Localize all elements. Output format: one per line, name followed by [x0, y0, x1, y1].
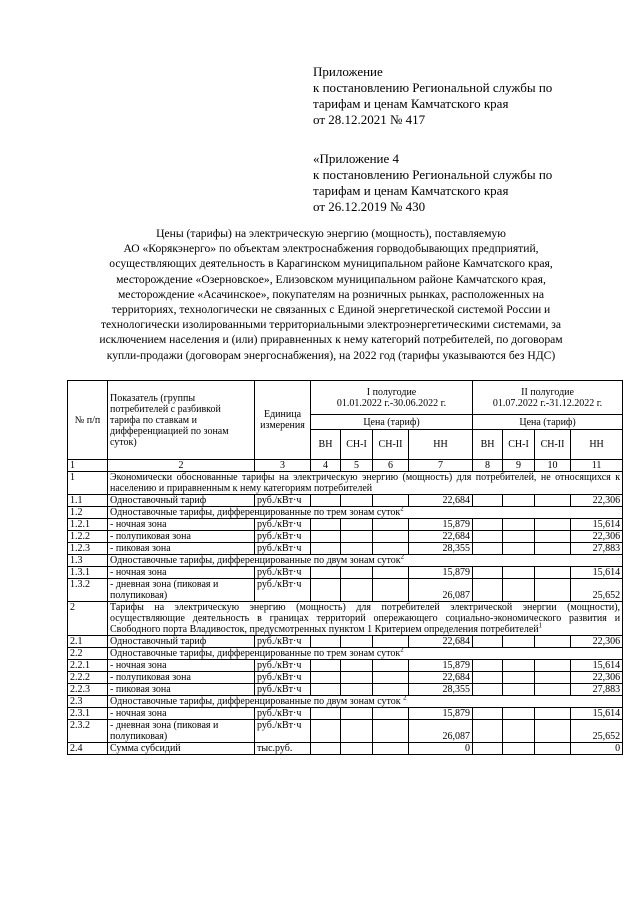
row-label: - дневная зона (пиковая и полупиковая) — [108, 579, 255, 602]
price-sn1 — [341, 684, 373, 696]
price-nn-h1: 26,087 — [409, 579, 473, 602]
appendix-line: от 28.12.2021 № 417 — [313, 112, 426, 127]
table-row — [68, 684, 623, 696]
price-nn-h2: 25,652 — [571, 579, 623, 602]
row-label: - полупиковая зона — [108, 531, 255, 543]
appendix-line: Приложение — [313, 64, 383, 79]
column-number: 9 — [503, 460, 535, 472]
price-sn2 — [535, 684, 571, 696]
tariff-table — [67, 380, 623, 755]
row-unit: руб./кВт·ч — [255, 720, 311, 743]
row-number: 2.3 — [68, 696, 108, 708]
price-vn — [473, 743, 503, 755]
row-number: 1.3.1 — [68, 567, 108, 579]
price-sn2 — [535, 660, 571, 672]
price-sn2 — [535, 708, 571, 720]
title-line: технологически изолированными территориальными электроэнергетическими системами, за — [100, 318, 562, 332]
price-sn2 — [373, 579, 409, 602]
title-line: месторождение «Асачинское», покупателям на розничных рынках, расположенных на — [117, 287, 545, 301]
price-sn2 — [535, 567, 571, 579]
table-row — [68, 743, 623, 755]
footnote-mark: 2 — [400, 554, 405, 561]
appendix-line: к постановлению Региональной службы по — [313, 167, 553, 182]
price-sn1 — [503, 543, 535, 555]
header-num: № п/п — [68, 381, 108, 460]
row-unit: тыс.руб. — [255, 743, 311, 755]
table-row — [68, 495, 623, 507]
row-label: Одноставочный тариф — [108, 495, 255, 507]
row-number: 1.3 — [68, 555, 108, 567]
level-sn2: СН-II — [373, 430, 409, 460]
level-sn2: СН-II — [535, 430, 571, 460]
header-indicator: Показатель (группы потребителей с разбивкой тарифа по ставкам и дифференциацией по зонам суток) — [108, 381, 255, 460]
price-sn1 — [341, 543, 373, 555]
row-unit: руб./кВт·ч — [255, 636, 311, 648]
price-sn2 — [373, 743, 409, 755]
price-sn1 — [503, 531, 535, 543]
section-title: Одноставочные тарифы, дифференцированные по двум зонам суток$^2$ — [108, 555, 623, 567]
row-number: 1.3.2 — [68, 579, 108, 602]
row-label: - полупиковая зона — [108, 672, 255, 684]
price-sn1 — [503, 672, 535, 684]
title-line: АО «Корякэнерго» по объектам электроснабжения горводобывающих предприятий, — [123, 242, 539, 256]
level-nn: НН — [409, 430, 473, 460]
section-title: Одноставочные тарифы, дифференцированные по трем зонам суток$^2$ — [108, 507, 623, 519]
price-sn1 — [503, 495, 535, 507]
price-nn-h2: 22,306 — [571, 531, 623, 543]
title-line: Цены (тарифы) на электрическую энергию (мощность), поставляемую — [156, 227, 506, 240]
price-sn2 — [373, 672, 409, 684]
price-vn — [473, 636, 503, 648]
table-row — [68, 672, 623, 684]
price-nn-h2: 15,614 — [571, 660, 623, 672]
table-row — [68, 507, 623, 519]
price-sn1 — [503, 708, 535, 720]
table-row — [68, 696, 623, 708]
price-nn-h2: 15,614 — [571, 519, 623, 531]
row-unit: руб./кВт·ч — [255, 531, 311, 543]
price-sn2 — [373, 636, 409, 648]
price-sn2 — [535, 543, 571, 555]
table-row — [68, 636, 623, 648]
price-nn-h2: 27,883 — [571, 543, 623, 555]
price-nn-h1: 15,879 — [409, 567, 473, 579]
header-unit: Единица измерения — [255, 381, 311, 460]
column-number: 4 — [311, 460, 341, 472]
row-number: 2.4 — [68, 743, 108, 755]
table-row — [68, 602, 623, 636]
column-number: 5 — [341, 460, 373, 472]
appendix-line: от 26.12.2019 № 430 — [313, 199, 426, 214]
footnote-mark: 2 — [400, 647, 404, 654]
price-vn — [311, 660, 341, 672]
price-nn-h2: 27,883 — [571, 684, 623, 696]
price-nn-h2: 0 — [571, 743, 623, 755]
row-unit: руб./кВт·ч — [255, 672, 311, 684]
price-vn — [311, 720, 341, 743]
row-label: Одноставочный тариф — [108, 636, 255, 648]
price-nn-h2: 22,306 — [571, 672, 623, 684]
price-nn-h1: 28,355 — [409, 684, 473, 696]
price-nn-h1: 22,684 — [409, 672, 473, 684]
price-sn1 — [341, 636, 373, 648]
level-nn: НН — [571, 430, 623, 460]
price-nn-h2: 15,614 — [571, 708, 623, 720]
price-sn2 — [535, 636, 571, 648]
row-unit: руб./кВт·ч — [255, 684, 311, 696]
price-sn1 — [341, 531, 373, 543]
row-number: 2.3.2 — [68, 720, 108, 743]
row-label: - пиковая зона — [108, 543, 255, 555]
price-sn1 — [503, 660, 535, 672]
price-sn2 — [535, 495, 571, 507]
price-nn-h2: 15,614 — [571, 567, 623, 579]
row-number: 2.2.3 — [68, 684, 108, 696]
section-title: Экономически обоснованные тарифы на электрическую энергию (мощность) для потребителей, не относящихся к населению и приравненным к нему категориям потребителей — [108, 472, 623, 495]
price-vn — [473, 684, 503, 696]
price-sn1 — [341, 720, 373, 743]
price-vn — [473, 708, 503, 720]
row-number: 1.2.1 — [68, 519, 108, 531]
column-number: 1 — [68, 460, 108, 472]
row-unit: руб./кВт·ч — [255, 495, 311, 507]
price-sn1 — [341, 579, 373, 602]
row-number: 1.2 — [68, 507, 108, 519]
price-nn-h2: 25,652 — [571, 720, 623, 743]
price-sn2 — [373, 543, 409, 555]
column-number: 3 — [255, 460, 311, 472]
row-number: 1.1 — [68, 495, 108, 507]
row-number: 2.2.1 — [68, 660, 108, 672]
price-sn1 — [503, 519, 535, 531]
price-vn — [473, 495, 503, 507]
row-number: 2.1 — [68, 636, 108, 648]
price-sn1 — [503, 636, 535, 648]
half2-dates: 01.07.2022 г.-31.12.2022 г. — [492, 397, 603, 409]
price-sn1 — [503, 684, 535, 696]
price-nn-h2: 22,306 — [571, 495, 623, 507]
price-vn — [473, 720, 503, 743]
row-unit: руб./кВт·ч — [255, 579, 311, 602]
price-sn2 — [535, 531, 571, 543]
price-sn2 — [535, 519, 571, 531]
title-line: исключением населения и (или) приравненных к нему категорий потребителей, по договорам — [99, 333, 563, 347]
appendix-line: к постановлению Региональной службы по — [313, 80, 553, 95]
price-nn-h1: 22,684 — [409, 495, 473, 507]
price-sn1 — [503, 743, 535, 755]
header-price: Цена (тариф) — [311, 415, 473, 430]
document-title — [66, 226, 596, 363]
row-label: - ночная зона — [108, 567, 255, 579]
header-half1 — [311, 381, 473, 415]
title-line: месторождение «Озерновское», Елизовском муниципальном районе Камчатского края, — [116, 272, 546, 286]
price-nn-h1: 26,087 — [409, 720, 473, 743]
price-sn2 — [373, 567, 409, 579]
row-unit: руб./кВт·ч — [255, 543, 311, 555]
title-line: осуществляющих деятельность в Карагинском муниципальном районе Камчатского края, — [109, 257, 553, 271]
price-sn2 — [373, 495, 409, 507]
half2-label: II полугодие — [521, 386, 574, 398]
column-number: 6 — [373, 460, 409, 472]
table-row — [68, 660, 623, 672]
row-label: Сумма субсидий — [108, 743, 255, 755]
level-vn: ВН — [473, 430, 503, 460]
row-unit: руб./кВт·ч — [255, 567, 311, 579]
appendix-header-original — [313, 151, 613, 215]
price-sn1 — [341, 660, 373, 672]
footnote-mark: 1 — [538, 621, 543, 630]
price-sn1 — [341, 743, 373, 755]
price-vn — [311, 543, 341, 555]
price-nn-h1: 0 — [409, 743, 473, 755]
section-title: Одноставочные тарифы, дифференцированные по трем зонам суток$^2$ — [108, 648, 623, 660]
price-nn-h1: 15,879 — [409, 660, 473, 672]
price-nn-h1: 15,879 — [409, 708, 473, 720]
row-number: 1.2.3 — [68, 543, 108, 555]
table-row — [68, 720, 623, 743]
price-vn — [473, 579, 503, 602]
price-sn2 — [373, 531, 409, 543]
price-sn1 — [503, 567, 535, 579]
row-number: 1.2.2 — [68, 531, 108, 543]
price-vn — [311, 743, 341, 755]
price-nn-h1: 22,684 — [409, 636, 473, 648]
row-label: - ночная зона — [108, 519, 255, 531]
price-vn — [473, 519, 503, 531]
row-number: 2.2.2 — [68, 672, 108, 684]
price-sn2 — [373, 519, 409, 531]
row-unit: руб./кВт·ч — [255, 519, 311, 531]
price-vn — [311, 684, 341, 696]
price-vn — [311, 495, 341, 507]
price-vn — [311, 636, 341, 648]
row-unit: руб./кВт·ч — [255, 708, 311, 720]
row-label: - ночная зона — [108, 660, 255, 672]
row-number: 2 — [68, 602, 108, 636]
table-row — [68, 519, 623, 531]
row-label: - ночная зона — [108, 708, 255, 720]
price-nn-h1: 28,355 — [409, 543, 473, 555]
appendix-line: «Приложение 4 — [313, 151, 400, 166]
price-sn2 — [535, 579, 571, 602]
price-sn2 — [373, 708, 409, 720]
header-half2 — [473, 381, 623, 415]
price-sn2 — [535, 672, 571, 684]
level-sn1: СН-I — [503, 430, 535, 460]
appendix-line: тарифам и ценам Камчатского края — [313, 96, 509, 111]
half1-dates: 01.01.2022 г.-30.06.2022 г. — [336, 397, 447, 409]
level-vn: ВН — [311, 430, 341, 460]
price-sn2 — [373, 720, 409, 743]
column-number: 11 — [571, 460, 623, 472]
half1-label: I полугодие — [366, 386, 417, 398]
price-sn2 — [373, 684, 409, 696]
section-title: Тарифы на электрическую энергию (мощность) для потребителей электрической энергии (мощности), осуществляющие деятельность в границах территорий опережающего социально-экономического развития и Свободного порта Владивосток, предусмотренных пунктом 1 Критерием определения потребителей$^1$ — [108, 602, 623, 636]
table-row — [68, 648, 623, 660]
row-unit: руб./кВт·ч — [255, 660, 311, 672]
level-sn1: СН-I — [341, 430, 373, 460]
table-row — [68, 555, 623, 567]
title-line: территориях, технологически не связанных с Единой энергетической системой России и — [111, 303, 551, 317]
price-sn2 — [535, 743, 571, 755]
row-label: - пиковая зона — [108, 684, 255, 696]
header-price: Цена (тариф) — [473, 415, 623, 430]
table-row — [68, 531, 623, 543]
price-vn — [473, 543, 503, 555]
price-nn-h1: 15,879 — [409, 519, 473, 531]
row-number: 2.2 — [68, 648, 108, 660]
table-row — [68, 543, 623, 555]
price-sn2 — [535, 720, 571, 743]
price-nn-h2: 22,306 — [571, 636, 623, 648]
appendix-header — [313, 64, 613, 128]
price-sn1 — [503, 720, 535, 743]
title-line: купли-продажи (договорам энергоснабжения), на 2022 год (тарифы указываются без НДС) — [106, 348, 556, 362]
price-sn1 — [341, 495, 373, 507]
section-title: Одноставочные тарифы, дифференцированные по двум зонам суток $^2$ — [108, 696, 623, 708]
column-number: 8 — [473, 460, 503, 472]
table-row — [68, 567, 623, 579]
footnote-mark: 2 — [400, 506, 404, 513]
price-vn — [311, 579, 341, 602]
table-row — [68, 472, 623, 495]
row-number: 2.3.1 — [68, 708, 108, 720]
price-vn — [473, 567, 503, 579]
column-number: 7 — [409, 460, 473, 472]
row-label: - дневная зона (пиковая и полупиковая) — [108, 720, 255, 743]
price-vn — [311, 531, 341, 543]
price-sn1 — [341, 519, 373, 531]
column-number: 10 — [535, 460, 571, 472]
price-sn1 — [341, 567, 373, 579]
price-vn — [311, 708, 341, 720]
price-nn-h1: 22,684 — [409, 531, 473, 543]
price-vn — [311, 672, 341, 684]
price-sn1 — [341, 708, 373, 720]
column-number: 2 — [108, 460, 255, 472]
price-sn2 — [373, 660, 409, 672]
appendix-line: тарифам и ценам Камчатского края — [313, 183, 509, 198]
table-row — [68, 579, 623, 602]
table-row — [68, 708, 623, 720]
price-vn — [473, 531, 503, 543]
price-sn1 — [503, 579, 535, 602]
row-number: 1 — [68, 472, 108, 495]
price-vn — [311, 567, 341, 579]
price-vn — [473, 672, 503, 684]
footnote-mark: 2 — [403, 695, 407, 702]
price-vn — [311, 519, 341, 531]
price-vn — [473, 660, 503, 672]
price-sn1 — [341, 672, 373, 684]
